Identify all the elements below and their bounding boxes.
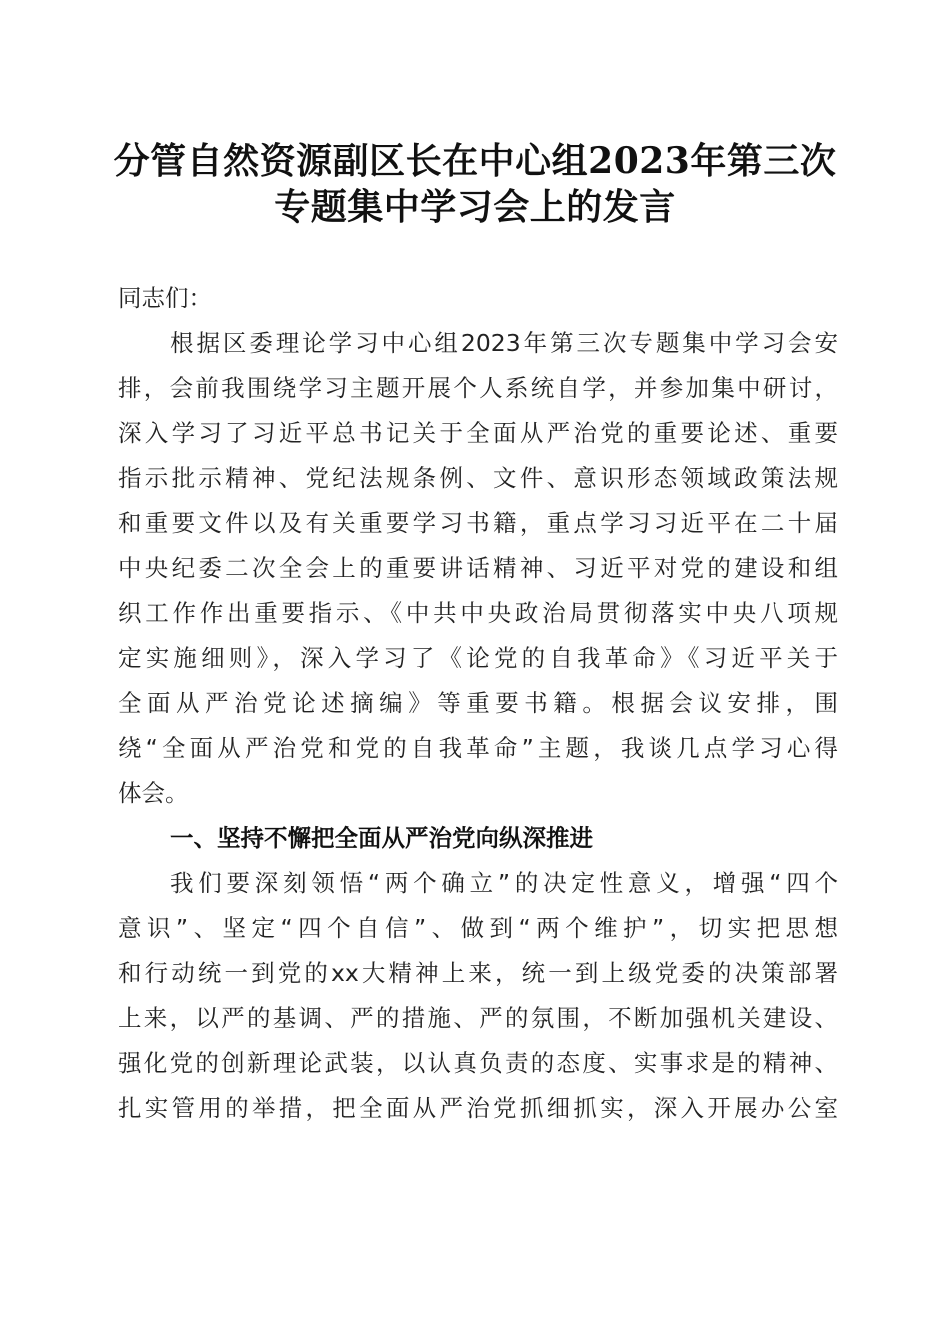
paragraph-line: 上来，以严的基调、严的措施、严的氛围，不断加强机关建设、 bbox=[118, 1004, 838, 1032]
paragraph-line: 全面从严治党论述摘编》等重要书籍。根据会议安排，围 bbox=[118, 689, 838, 717]
paragraph-line: 定实施细则》，深入学习了《论党的自我革命》《习近平关于 bbox=[118, 644, 838, 672]
section-heading: 一、坚持不懈把全面从严治党向纵深推进 bbox=[170, 824, 593, 852]
document-title-line-1: 分管自然资源副区长在中心组2023年第三次 bbox=[113, 140, 837, 182]
paragraph-line: 织工作作出重要指示、《中共中央政治局贯彻落实中央八项规 bbox=[118, 599, 838, 627]
paragraph-line: 绕“全面从严治党和党的自我革命”主题，我谈几点学习心得 bbox=[118, 734, 838, 762]
paragraph-line: 意识”、坚定“四个自信”、做到“两个维护”，切实把思想 bbox=[118, 914, 838, 942]
paragraph-line: 排，会前我围绕学习主题开展个人系统自学，并参加集中研讨， bbox=[118, 374, 838, 402]
paragraph-line: 和行动统一到党的xx大精神上来，统一到上级党委的决策部署 bbox=[118, 959, 838, 987]
paragraph-line: 和重要文件以及有关重要学习书籍，重点学习习近平在二十届 bbox=[118, 509, 838, 537]
paragraph-line: 指示批示精神、党纪法规条例、文件、意识形态领域政策法规 bbox=[118, 464, 838, 492]
paragraph-line: 中央纪委二次全会上的重要讲话精神、习近平对党的建设和组 bbox=[118, 554, 838, 582]
salutation: 同志们： bbox=[118, 284, 212, 312]
paragraph-line: 强化党的创新理论武装，以认真负责的态度、实事求是的精神、 bbox=[118, 1049, 838, 1077]
paragraph-line: 扎实管用的举措，把全面从严治党抓细抓实，深入开展办公室 bbox=[118, 1094, 838, 1122]
document-title-line-2: 专题集中学习会上的发言 bbox=[274, 186, 676, 228]
paragraph-line: 根据区委理论学习中心组2023年第三次专题集中学习会安 bbox=[170, 329, 838, 357]
paragraph-line: 深入学习了习近平总书记关于全面从严治党的重要论述、重要 bbox=[118, 419, 838, 447]
paragraph-line: 我们要深刻领悟“两个确立”的决定性意义，增强“四个 bbox=[170, 869, 838, 897]
paragraph-line: 体会。 bbox=[118, 779, 189, 807]
